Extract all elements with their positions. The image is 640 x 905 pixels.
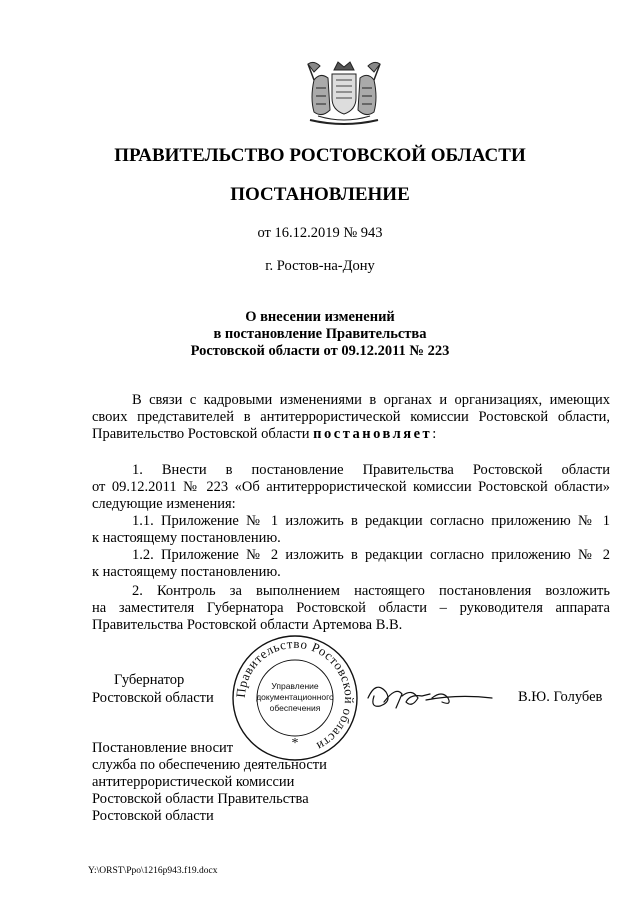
stamp-center-line: Управление bbox=[271, 681, 319, 691]
paragraph-line bbox=[92, 426, 610, 443]
date-number: от 16.12.2019 № 943 bbox=[257, 225, 383, 241]
paragraph-line: В связи с кадровыми изменениями в органах и организациях, имеющих bbox=[132, 392, 610, 408]
city: г. Ростов-на-Дону bbox=[265, 258, 375, 274]
submitter-line: служба по обеспечению деятельности bbox=[92, 757, 327, 773]
signatory-title bbox=[92, 671, 214, 707]
handwritten-signature bbox=[362, 672, 497, 722]
paragraph-line: Правительства Ростовской области Артемова В.В. bbox=[92, 617, 403, 633]
subject-line: О внесении изменений bbox=[245, 309, 395, 325]
item-1-2 bbox=[92, 547, 610, 581]
stamp-center-line: документационного bbox=[256, 692, 334, 702]
resolves-word: постановляет bbox=[313, 426, 433, 442]
paragraph-line: 2. Контроль за выполнением настоящего постановления возложить bbox=[132, 583, 610, 599]
signatory-title-line: Губернатор bbox=[114, 672, 185, 688]
colon: : bbox=[432, 426, 437, 442]
stamp-star: * bbox=[291, 736, 299, 751]
subject-line: Ростовской области от 09.12.2011 № 223 bbox=[190, 343, 450, 359]
paragraph-line: 1.2. Приложение № 2 изложить в редакции согласно приложению № 2 bbox=[132, 547, 610, 563]
item-1 bbox=[92, 462, 610, 513]
stamp-center-line: обеспечения bbox=[269, 703, 321, 713]
subject-line: в постановление Правительства bbox=[213, 326, 427, 342]
signatory-name: В.Ю. Голубев bbox=[518, 689, 603, 705]
paragraph-line: на заместителя Губернатора Ростовской области – руководителя аппарата bbox=[92, 600, 610, 616]
paragraph-line: к настоящему постановлению. bbox=[92, 564, 281, 580]
stamp-ring-text: Правительство Ростовской области bbox=[232, 635, 358, 755]
coat-of-arms-emblem bbox=[300, 58, 388, 130]
subject-heading bbox=[0, 309, 640, 360]
submitter-line: антитеррористической комиссии bbox=[92, 774, 295, 790]
document-type: ПОСТАНОВЛЕНИЕ bbox=[230, 184, 410, 205]
submitter-line: Ростовской области bbox=[92, 808, 214, 824]
government-title: ПРАВИТЕЛЬСТВО РОСТОВСКОЙ ОБЛАСТИ bbox=[114, 145, 526, 166]
paragraph-line: от 09.12.2011 № 223 «Об антитеррористической комиссии Ростовской области» bbox=[92, 479, 610, 495]
submitter-note bbox=[92, 740, 327, 825]
paragraph-line: к настоящему постановлению. bbox=[92, 530, 281, 546]
paragraph-line: своих представителей в антитеррористической комиссии Ростовской области, bbox=[92, 409, 610, 425]
signatory-title-line: Ростовской области bbox=[92, 690, 214, 706]
submitter-line: Ростовской области Правительства bbox=[92, 791, 309, 807]
item-2 bbox=[92, 583, 610, 634]
file-path: Y:\ORST\Ppo\1216p943.f19.docx bbox=[88, 866, 218, 876]
item-1-1 bbox=[92, 513, 610, 547]
paragraph-line: следующие изменения: bbox=[92, 496, 236, 512]
intro-government: Правительство Ростовской области bbox=[92, 426, 310, 442]
paragraph-line: 1. Внести в постановление Правительства Ростовской области bbox=[132, 462, 610, 478]
intro-paragraph bbox=[92, 392, 610, 443]
paragraph-line: 1.1. Приложение № 1 изложить в редакции согласно приложению № 1 bbox=[132, 513, 610, 529]
submitter-line: Постановление вносит bbox=[92, 740, 234, 756]
